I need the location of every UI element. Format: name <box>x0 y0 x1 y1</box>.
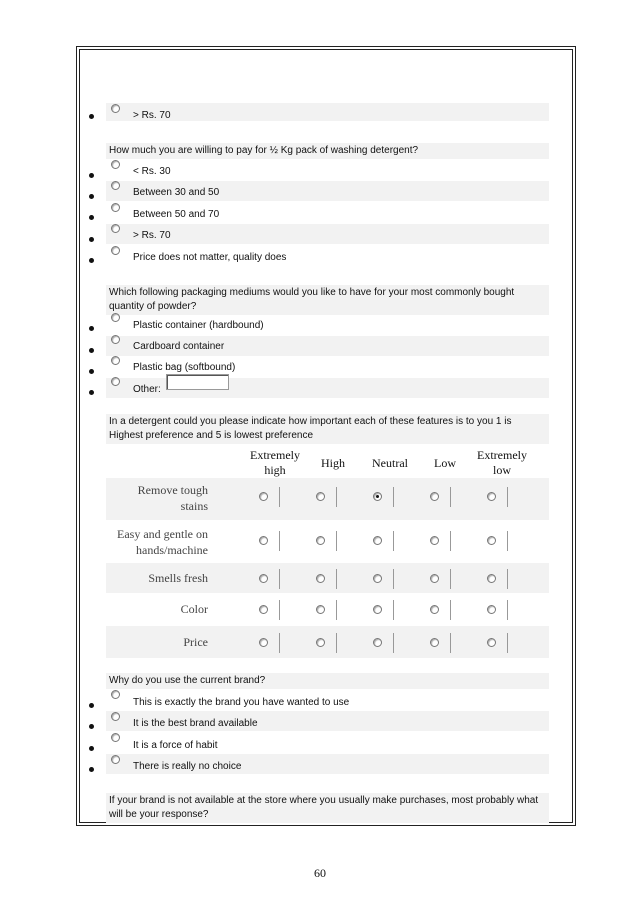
cell-divider <box>507 600 508 620</box>
matrix-row-label: Smells fresh <box>148 571 208 585</box>
option-row-shade <box>106 103 549 121</box>
bullet <box>89 767 94 772</box>
bullet <box>89 724 94 729</box>
matrix-row-label: Remove tough stains <box>137 483 208 513</box>
bullet <box>89 258 94 263</box>
radio-price-feat-high[interactable] <box>316 638 325 647</box>
matrix-row-label: Easy and gentle on hands/machine <box>117 527 208 557</box>
option-label: Plastic container (hardbound) <box>133 320 264 331</box>
radio-gentle-low[interactable] <box>430 536 439 545</box>
matrix-col-header: Neutral <box>372 456 408 470</box>
cell-divider <box>507 487 508 507</box>
cell-divider <box>393 600 394 620</box>
option-row-shade <box>106 224 549 244</box>
question-packaging: Which following packaging mediums would you like to have for your most commonly bought quantity of powder? <box>106 285 549 315</box>
radio-color-extremely-low[interactable] <box>487 605 496 614</box>
matrix-row-label: Price <box>183 635 208 649</box>
bullet <box>89 390 94 395</box>
radio-price-quality[interactable] <box>111 246 120 255</box>
bullet <box>89 348 94 353</box>
option-label: Plastic bag (softbound) <box>133 362 236 373</box>
radio-price-50-70[interactable] <box>111 203 120 212</box>
option-label: Between 30 and 50 <box>133 187 220 198</box>
radio-price-feat-low[interactable] <box>430 638 439 647</box>
radio-pack-cardboard[interactable] <box>111 335 120 344</box>
radio-price-feat-extremely-high[interactable] <box>259 638 268 647</box>
option-label: There is really no choice <box>133 761 242 772</box>
question-price: How much you are willing to pay for ½ Kg pack of washing detergent? <box>106 143 549 159</box>
option-label: It is a force of habit <box>133 740 218 751</box>
radio-gentle-neutral[interactable] <box>373 536 382 545</box>
bullet <box>89 173 94 178</box>
bullet <box>89 215 94 220</box>
cell-divider <box>393 569 394 589</box>
matrix-col-header: High <box>321 456 345 470</box>
radio-price-30-50[interactable] <box>111 181 120 190</box>
option-label: This is exactly the brand you have wanted to use <box>133 697 350 708</box>
option-label: Other: <box>133 384 161 395</box>
radio-brand-no-choice[interactable] <box>111 755 120 764</box>
option-label: It is the best brand available <box>133 718 258 729</box>
cell-divider <box>507 569 508 589</box>
option-label: > Rs. 70 <box>133 230 171 241</box>
radio-brand-exactly[interactable] <box>111 690 120 699</box>
cell-divider <box>279 531 280 551</box>
question-features: In a detergent could you please indicate how important each of these features is to you 1 is Highest preference and 5 is lowest preference <box>106 414 549 444</box>
radio-price-feat-extremely-low[interactable] <box>487 638 496 647</box>
cell-divider <box>336 633 337 653</box>
cell-divider <box>279 600 280 620</box>
cell-divider <box>507 531 508 551</box>
matrix-col-header: Low <box>434 456 456 470</box>
radio-gentle-extremely-low[interactable] <box>487 536 496 545</box>
cell-divider <box>393 633 394 653</box>
radio-price-gt70[interactable] <box>111 224 120 233</box>
cell-divider <box>450 600 451 620</box>
radio-price-feat-neutral[interactable] <box>373 638 382 647</box>
bullet <box>89 194 94 199</box>
radio-gentle-extremely-high[interactable] <box>259 536 268 545</box>
radio-color-low[interactable] <box>430 605 439 614</box>
cell-divider <box>279 487 280 507</box>
radio-gentle-high[interactable] <box>316 536 325 545</box>
cell-divider <box>450 487 451 507</box>
radio-fresh-neutral[interactable] <box>373 574 382 583</box>
cell-divider <box>450 633 451 653</box>
cell-divider <box>507 633 508 653</box>
matrix-col-header: Extremely low <box>477 448 527 477</box>
radio-stains-extremely-high[interactable] <box>259 492 268 501</box>
option-label: Between 50 and 70 <box>133 209 220 220</box>
radio-color-extremely-high[interactable] <box>259 605 268 614</box>
radio-color-neutral[interactable] <box>373 605 382 614</box>
bullet <box>89 114 94 119</box>
radio-brand-habit[interactable] <box>111 733 120 742</box>
question-unavailable: If your brand is not available at the store where you usually make purchases, most probably what will be your response? <box>106 793 549 823</box>
cell-divider <box>336 569 337 589</box>
radio-stains-high[interactable] <box>316 492 325 501</box>
option-label: Price does not matter, quality does <box>133 252 287 263</box>
bullet <box>89 237 94 242</box>
radio-prev-gt70[interactable] <box>111 104 120 113</box>
option-label: > Rs. 70 <box>133 110 171 121</box>
cell-divider <box>336 487 337 507</box>
radio-stains-neutral[interactable] <box>373 492 382 501</box>
bullet <box>89 369 94 374</box>
matrix-row-label: Color <box>180 602 208 616</box>
radio-pack-plastic-bag[interactable] <box>111 356 120 365</box>
cell-divider <box>279 633 280 653</box>
radio-fresh-extremely-high[interactable] <box>259 574 268 583</box>
radio-pack-plastic-container[interactable] <box>111 313 120 322</box>
radio-fresh-low[interactable] <box>430 574 439 583</box>
matrix-col-header: Extremely high <box>250 448 300 477</box>
radio-price-lt30[interactable] <box>111 160 120 169</box>
bullet <box>89 326 94 331</box>
cell-divider <box>450 569 451 589</box>
option-label: < Rs. 30 <box>133 166 171 177</box>
cell-divider <box>336 531 337 551</box>
cell-divider <box>279 569 280 589</box>
page-number: 60 <box>314 866 326 880</box>
question-brand: Why do you use the current brand? <box>106 673 549 689</box>
radio-fresh-high[interactable] <box>316 574 325 583</box>
radio-color-high[interactable] <box>316 605 325 614</box>
bullet <box>89 703 94 708</box>
radio-stains-low[interactable] <box>430 492 439 501</box>
cell-divider <box>336 600 337 620</box>
cell-divider <box>393 531 394 551</box>
other-packaging-input[interactable] <box>166 374 229 390</box>
radio-pack-other[interactable] <box>111 377 120 386</box>
cell-divider <box>450 531 451 551</box>
option-label: Cardboard container <box>133 341 225 352</box>
radio-fresh-extremely-low[interactable] <box>487 574 496 583</box>
radio-stains-extremely-low[interactable] <box>487 492 496 501</box>
bullet <box>89 746 94 751</box>
radio-brand-best[interactable] <box>111 712 120 721</box>
cell-divider <box>393 487 394 507</box>
